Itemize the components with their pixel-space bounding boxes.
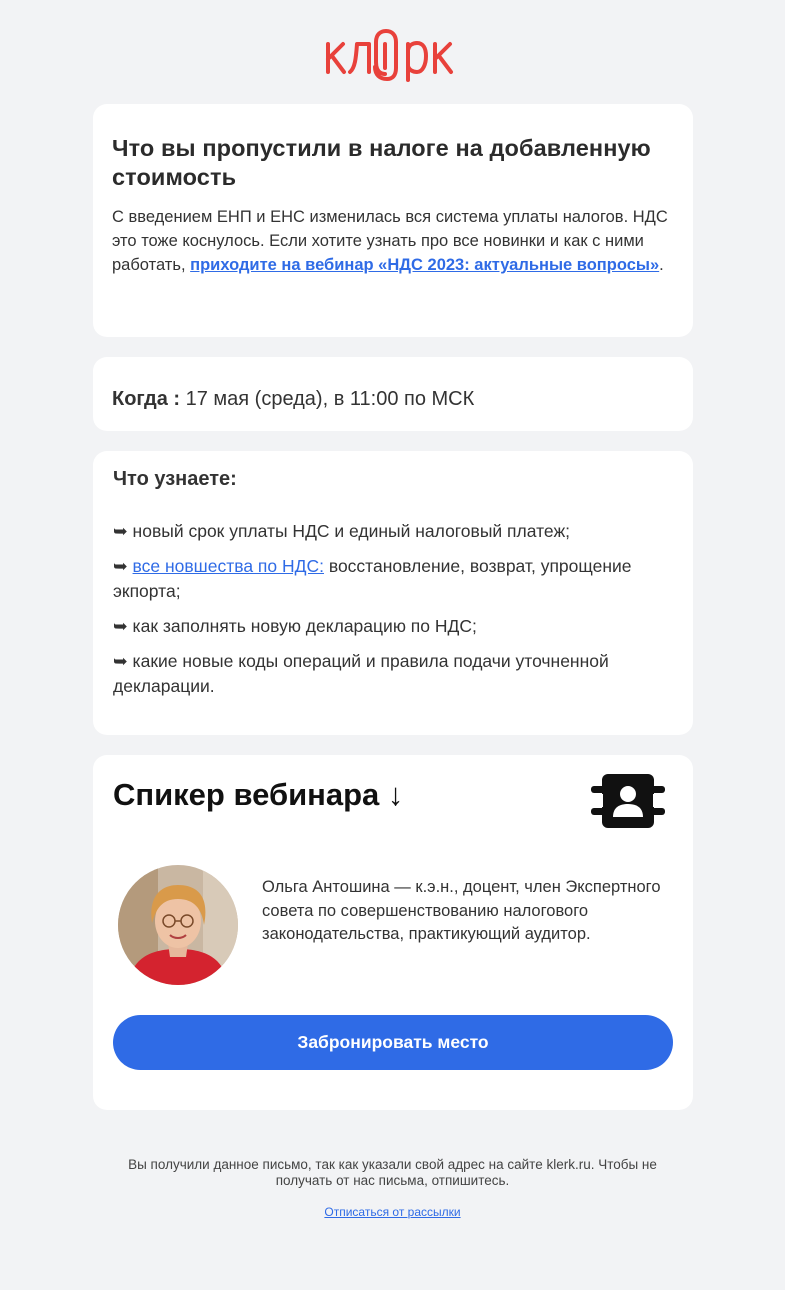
intro-card [93, 104, 693, 337]
unsubscribe-link[interactable]: Отписаться от рассылки [324, 1205, 461, 1219]
klerk-logo-mark [323, 28, 463, 82]
list-item [113, 554, 673, 604]
intro-end: . [659, 256, 664, 274]
learn-list [113, 519, 673, 709]
arrow-icon: ➥ [113, 651, 128, 671]
list-item-text: какие новые коды операций и правила подачи уточненной декларации. [113, 651, 609, 696]
list-item [113, 519, 673, 544]
list-item-text: новый срок уплаты НДС и единый налоговый платеж; [132, 521, 571, 541]
list-item-text: восстановление, возврат, упрощение экпорта; [113, 556, 632, 601]
list-item [113, 649, 673, 699]
speaker-card [93, 755, 693, 1110]
book-seat-button[interactable]: Забронировать место [113, 1015, 673, 1070]
when-line [112, 386, 474, 412]
webinar-link[interactable]: приходите на вебинар «НДС 2023: актуальные вопросы» [190, 256, 660, 274]
when-label: Когда : [112, 388, 181, 410]
speaker-title: Спикер вебинара ↓ [113, 777, 404, 812]
speaker-photo [118, 865, 238, 985]
vat-news-link[interactable]: все новшества по НДС: [132, 556, 324, 576]
intro-body: С введением ЕНП и ЕНС изменилась вся система уплаты налогов. НДС это тоже коснулось. Если хотите узнать про все новинки и как с ними работать, [112, 208, 668, 274]
speaker-description: Ольга Антошина — к.э.н., доцент, член Экспертного совета по совершенствованию налогового законодательства, практикующий аудитор. [262, 878, 661, 943]
learn-title: Что узнаете: [113, 468, 237, 490]
arrow-icon: ➥ [113, 616, 128, 636]
learn-card [93, 451, 693, 735]
when-card [93, 357, 693, 431]
contact-book-icon [589, 772, 667, 830]
list-item-text: как заполнять новую декларацию по НДС; [132, 616, 477, 636]
footer-notice: Вы получили данное письмо, так как указали свой адрес на сайте klerk.ru. Чтобы не получать от нас письма, отпишитесь. [128, 1157, 657, 1188]
arrow-icon: ➥ [113, 556, 128, 576]
arrow-icon: ➥ [113, 521, 128, 541]
klerk-logo[interactable] [0, 28, 785, 82]
when-value: 17 мая (среда), в 11:00 по МСК [185, 388, 475, 410]
intro-title: Что вы пропустили в налоге на добавленную стоимость [112, 135, 651, 190]
list-item [113, 614, 673, 639]
intro-text [112, 205, 673, 277]
